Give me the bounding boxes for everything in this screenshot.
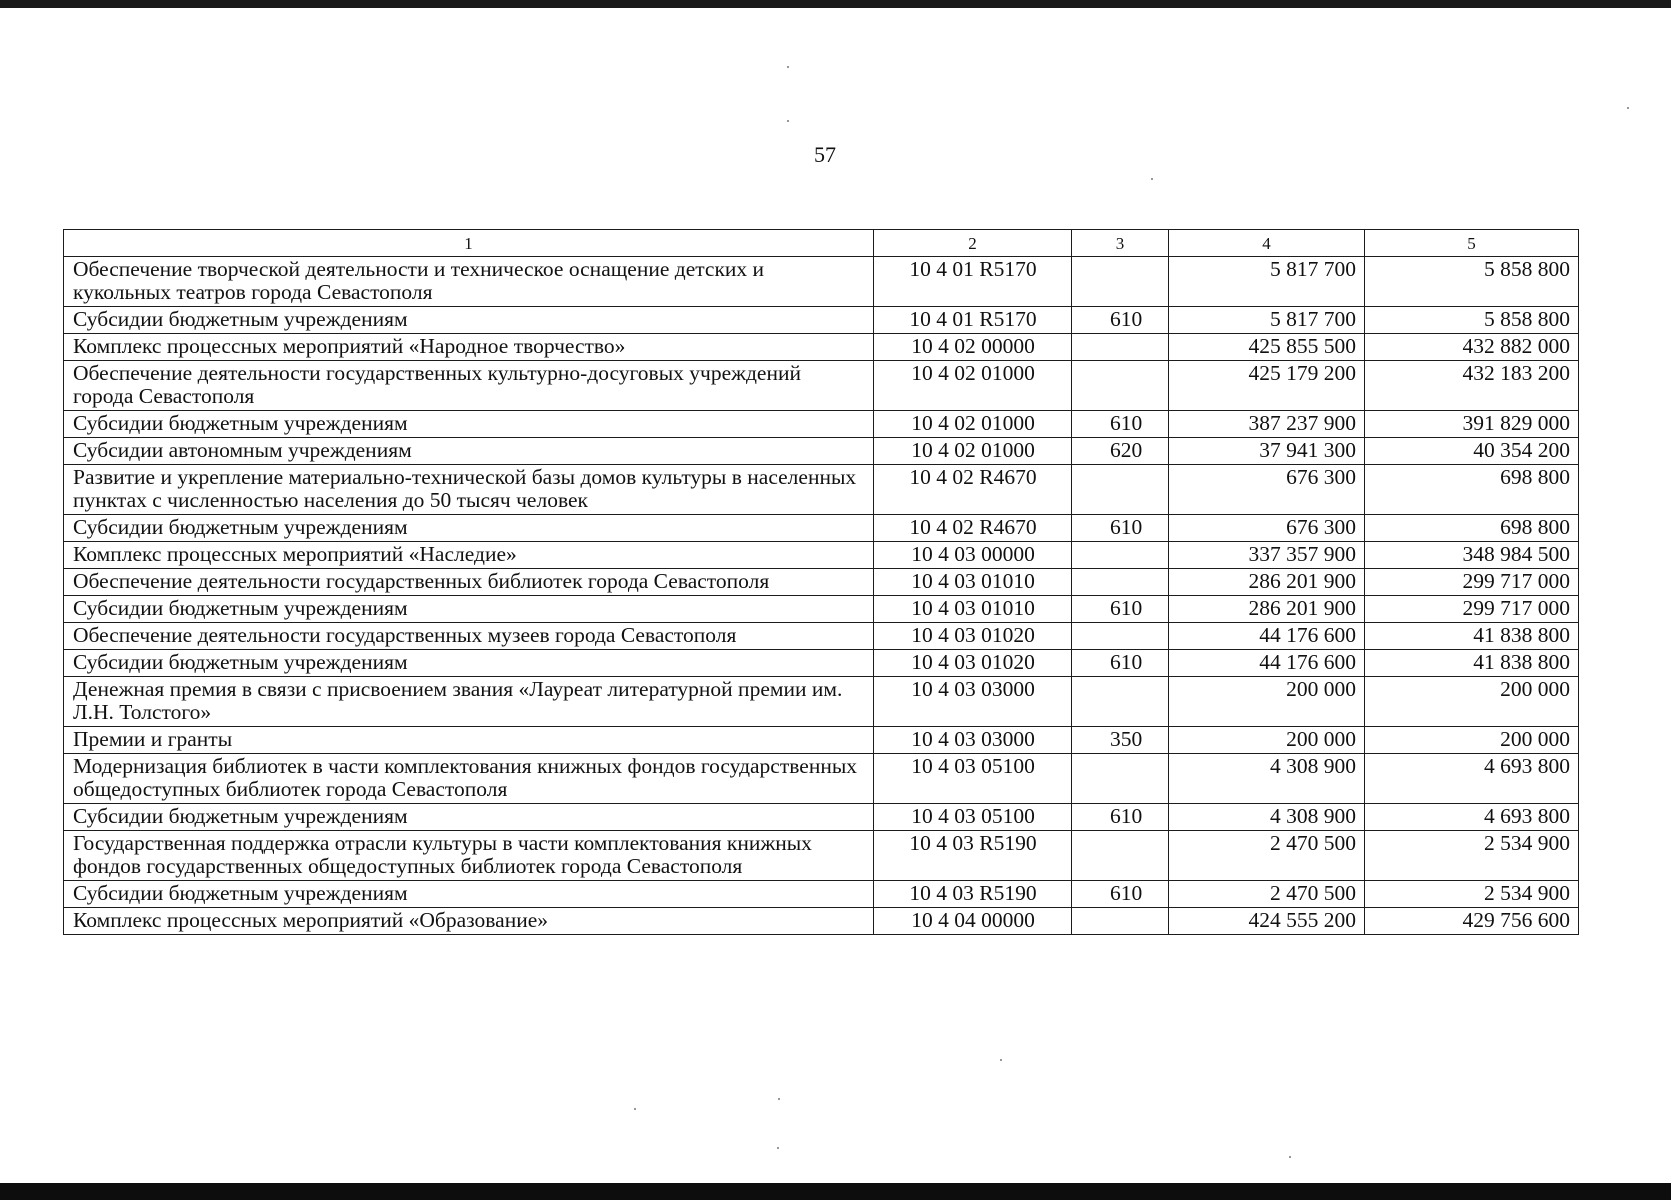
row-type-cell: 610 bbox=[1072, 881, 1169, 908]
row-code-cell: 10 4 03 R5190 bbox=[874, 831, 1072, 881]
row-value-5-cell: 41 838 800 bbox=[1365, 623, 1579, 650]
row-code-cell: 10 4 03 01010 bbox=[874, 596, 1072, 623]
row-value-4-cell: 44 176 600 bbox=[1169, 623, 1365, 650]
scan-speck bbox=[634, 1108, 636, 1110]
table-row bbox=[64, 307, 1579, 334]
row-value-4-cell: 2 470 500 bbox=[1169, 831, 1365, 881]
row-type-cell: 610 bbox=[1072, 411, 1169, 438]
row-code-cell: 10 4 02 01000 bbox=[874, 438, 1072, 465]
row-type-cell bbox=[1072, 465, 1169, 515]
row-value-5-cell: 348 984 500 bbox=[1365, 542, 1579, 569]
scan-edge-top bbox=[0, 0, 1671, 8]
row-value-5-cell: 40 354 200 bbox=[1365, 438, 1579, 465]
table-header-row bbox=[64, 230, 1579, 257]
column-header-4: 4 bbox=[1169, 230, 1365, 257]
scan-speck bbox=[778, 1098, 780, 1100]
table-row bbox=[64, 411, 1579, 438]
row-value-4-cell: 676 300 bbox=[1169, 465, 1365, 515]
row-code-cell: 10 4 02 01000 bbox=[874, 361, 1072, 411]
table-row bbox=[64, 596, 1579, 623]
row-code-cell: 10 4 03 01020 bbox=[874, 650, 1072, 677]
row-name-cell: Комплекс процессных мероприятий «Народное творчество» bbox=[64, 334, 874, 361]
row-name-cell: Субсидии бюджетным учреждениям bbox=[64, 596, 874, 623]
table-row bbox=[64, 804, 1579, 831]
row-code-cell: 10 4 04 00000 bbox=[874, 908, 1072, 935]
table-row bbox=[64, 908, 1579, 935]
row-type-cell bbox=[1072, 623, 1169, 650]
row-value-5-cell: 299 717 000 bbox=[1365, 569, 1579, 596]
table-row bbox=[64, 515, 1579, 542]
row-code-cell: 10 4 02 R4670 bbox=[874, 465, 1072, 515]
row-value-5-cell: 432 882 000 bbox=[1365, 334, 1579, 361]
row-type-cell: 610 bbox=[1072, 804, 1169, 831]
row-code-cell: 10 4 02 R4670 bbox=[874, 515, 1072, 542]
scan-speck bbox=[787, 66, 789, 68]
row-type-cell: 620 bbox=[1072, 438, 1169, 465]
row-value-5-cell: 41 838 800 bbox=[1365, 650, 1579, 677]
row-value-5-cell: 2 534 900 bbox=[1365, 881, 1579, 908]
table-row bbox=[64, 831, 1579, 881]
row-type-cell bbox=[1072, 569, 1169, 596]
table-row bbox=[64, 650, 1579, 677]
scan-speck bbox=[1000, 1059, 1002, 1061]
row-code-cell: 10 4 03 03000 bbox=[874, 727, 1072, 754]
row-value-4-cell: 4 308 900 bbox=[1169, 754, 1365, 804]
table-row bbox=[64, 569, 1579, 596]
row-value-4-cell: 425 855 500 bbox=[1169, 334, 1365, 361]
row-name-cell: Субсидии бюджетным учреждениям bbox=[64, 515, 874, 542]
row-value-4-cell: 4 308 900 bbox=[1169, 804, 1365, 831]
row-name-cell: Обеспечение деятельности государственных библиотек города Севастополя bbox=[64, 569, 874, 596]
row-value-4-cell: 425 179 200 bbox=[1169, 361, 1365, 411]
row-type-cell: 610 bbox=[1072, 650, 1169, 677]
row-value-5-cell: 200 000 bbox=[1365, 727, 1579, 754]
table-row bbox=[64, 542, 1579, 569]
row-type-cell: 610 bbox=[1072, 515, 1169, 542]
table-row bbox=[64, 361, 1579, 411]
column-header-1: 1 bbox=[64, 230, 874, 257]
row-value-4-cell: 286 201 900 bbox=[1169, 569, 1365, 596]
row-value-4-cell: 44 176 600 bbox=[1169, 650, 1365, 677]
row-name-cell: Обеспечение творческой деятельности и техническое оснащение детских и кукольных театров города Севастополя bbox=[64, 257, 874, 307]
table-row bbox=[64, 257, 1579, 307]
row-code-cell: 10 4 03 05100 bbox=[874, 804, 1072, 831]
row-code-cell: 10 4 03 R5190 bbox=[874, 881, 1072, 908]
row-name-cell: Субсидии бюджетным учреждениям bbox=[64, 804, 874, 831]
row-value-5-cell: 4 693 800 bbox=[1365, 754, 1579, 804]
page-number: 57 bbox=[814, 142, 836, 167]
row-type-cell bbox=[1072, 908, 1169, 935]
row-name-cell: Субсидии бюджетным учреждениям bbox=[64, 307, 874, 334]
budget-table bbox=[63, 229, 1579, 935]
table-row bbox=[64, 727, 1579, 754]
table-row bbox=[64, 623, 1579, 650]
row-name-cell: Субсидии автономным учреждениям bbox=[64, 438, 874, 465]
row-value-5-cell: 4 693 800 bbox=[1365, 804, 1579, 831]
row-code-cell: 10 4 03 01020 bbox=[874, 623, 1072, 650]
row-type-cell: 610 bbox=[1072, 596, 1169, 623]
row-code-cell: 10 4 01 R5170 bbox=[874, 257, 1072, 307]
row-value-4-cell: 5 817 700 bbox=[1169, 257, 1365, 307]
row-value-4-cell: 676 300 bbox=[1169, 515, 1365, 542]
row-value-5-cell: 299 717 000 bbox=[1365, 596, 1579, 623]
row-value-5-cell: 429 756 600 bbox=[1365, 908, 1579, 935]
row-name-cell: Субсидии бюджетным учреждениям bbox=[64, 881, 874, 908]
scan-speck bbox=[777, 1147, 779, 1149]
row-name-cell: Комплекс процессных мероприятий «Наследие» bbox=[64, 542, 874, 569]
table-row bbox=[64, 334, 1579, 361]
row-name-cell: Субсидии бюджетным учреждениям bbox=[64, 650, 874, 677]
row-value-5-cell: 5 858 800 bbox=[1365, 257, 1579, 307]
row-type-cell bbox=[1072, 361, 1169, 411]
row-code-cell: 10 4 03 01010 bbox=[874, 569, 1072, 596]
table-row bbox=[64, 465, 1579, 515]
column-header-2: 2 bbox=[874, 230, 1072, 257]
row-code-cell: 10 4 03 03000 bbox=[874, 677, 1072, 727]
row-value-5-cell: 432 183 200 bbox=[1365, 361, 1579, 411]
row-code-cell: 10 4 03 00000 bbox=[874, 542, 1072, 569]
row-type-cell: 350 bbox=[1072, 727, 1169, 754]
table-row bbox=[64, 438, 1579, 465]
row-value-5-cell: 698 800 bbox=[1365, 465, 1579, 515]
row-value-5-cell: 2 534 900 bbox=[1365, 831, 1579, 881]
row-type-cell bbox=[1072, 257, 1169, 307]
row-name-cell: Субсидии бюджетным учреждениям bbox=[64, 411, 874, 438]
row-value-5-cell: 200 000 bbox=[1365, 677, 1579, 727]
row-value-4-cell: 5 817 700 bbox=[1169, 307, 1365, 334]
row-name-cell: Государственная поддержка отрасли культуры в части комплектования книжных фондов государственных общедоступных библиотек города Севастополя bbox=[64, 831, 874, 881]
table-row bbox=[64, 677, 1579, 727]
row-name-cell: Обеспечение деятельности государственных музеев города Севастополя bbox=[64, 623, 874, 650]
row-code-cell: 10 4 02 00000 bbox=[874, 334, 1072, 361]
row-type-cell bbox=[1072, 334, 1169, 361]
row-name-cell: Премии и гранты bbox=[64, 727, 874, 754]
scan-speck bbox=[1289, 1156, 1291, 1158]
row-value-4-cell: 337 357 900 bbox=[1169, 542, 1365, 569]
row-value-5-cell: 5 858 800 bbox=[1365, 307, 1579, 334]
row-name-cell: Обеспечение деятельности государственных культурно-досуговых учреждений города Севастополя bbox=[64, 361, 874, 411]
row-name-cell: Денежная премия в связи с присвоением звания «Лауреат литературной премии им. Л.Н. Толстого» bbox=[64, 677, 874, 727]
row-value-4-cell: 2 470 500 bbox=[1169, 881, 1365, 908]
row-code-cell: 10 4 01 R5170 bbox=[874, 307, 1072, 334]
row-value-4-cell: 200 000 bbox=[1169, 677, 1365, 727]
row-name-cell: Развитие и укрепление материально-технической базы домов культуры в населенных пунктах с численностью населения до 50 тысяч человек bbox=[64, 465, 874, 515]
row-name-cell: Комплекс процессных мероприятий «Образование» bbox=[64, 908, 874, 935]
scan-speck bbox=[787, 120, 789, 122]
row-value-4-cell: 424 555 200 bbox=[1169, 908, 1365, 935]
row-type-cell bbox=[1072, 677, 1169, 727]
row-value-4-cell: 200 000 bbox=[1169, 727, 1365, 754]
table-row bbox=[64, 754, 1579, 804]
row-value-4-cell: 37 941 300 bbox=[1169, 438, 1365, 465]
scan-edge-bottom bbox=[0, 1183, 1671, 1200]
scan-speck bbox=[1151, 178, 1153, 180]
row-type-cell bbox=[1072, 754, 1169, 804]
row-type-cell: 610 bbox=[1072, 307, 1169, 334]
table-row bbox=[64, 881, 1579, 908]
row-type-cell bbox=[1072, 831, 1169, 881]
row-code-cell: 10 4 02 01000 bbox=[874, 411, 1072, 438]
row-type-cell bbox=[1072, 542, 1169, 569]
row-value-5-cell: 391 829 000 bbox=[1365, 411, 1579, 438]
row-value-4-cell: 387 237 900 bbox=[1169, 411, 1365, 438]
column-header-5: 5 bbox=[1365, 230, 1579, 257]
column-header-3: 3 bbox=[1072, 230, 1169, 257]
row-code-cell: 10 4 03 05100 bbox=[874, 754, 1072, 804]
scan-speck bbox=[1627, 107, 1629, 109]
row-value-4-cell: 286 201 900 bbox=[1169, 596, 1365, 623]
row-name-cell: Модернизация библиотек в части комплектования книжных фондов государственных общедоступных библиотек города Севастополя bbox=[64, 754, 874, 804]
row-value-5-cell: 698 800 bbox=[1365, 515, 1579, 542]
